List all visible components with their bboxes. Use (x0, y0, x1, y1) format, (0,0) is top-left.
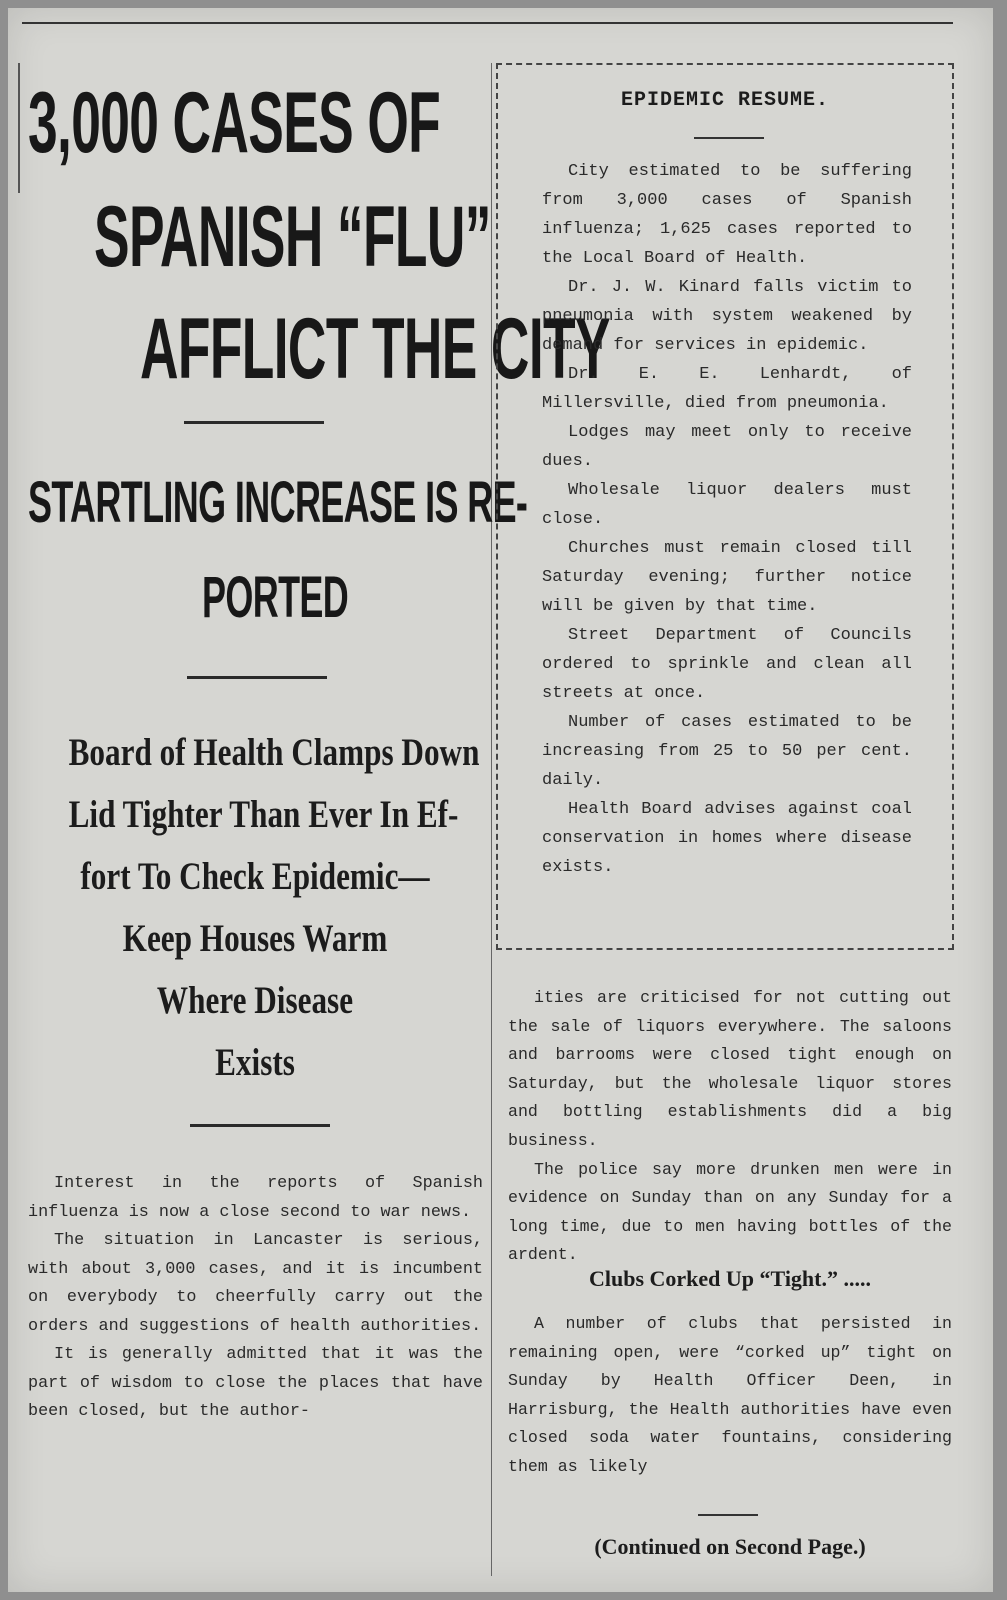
resume-item: Health Board advises against coal conservation in homes where disease exists. (542, 800, 912, 877)
headline-line-2: SPANISH “FLU” (94, 189, 491, 285)
subheadline-line-2: PORTED (202, 565, 349, 630)
resume-items (542, 157, 912, 882)
resume-item: Number of cases estimated to be increasing from 25 to 50 per cent. daily. (542, 713, 912, 790)
resume-item: Dr. J. W. Kinard falls victim to pneumonia with system weakened by demand for services in epidemic. (542, 278, 912, 355)
column-divider (491, 63, 492, 1576)
section-subhead: Clubs Corked Up “Tight.” ..... (589, 1266, 871, 1291)
deck-line-5: Where Disease (156, 979, 354, 1022)
resume-item: Street Department of Councils ordered to sprinkle and clean all streets at once. (542, 626, 912, 703)
resume-item: Wholesale liquor dealers must close. (542, 481, 912, 529)
newspaper-page (8, 8, 993, 1592)
paragraph: The police say more drunken men were in evidence on Sunday than on any Sunday for a long time, due to men having bottles of the ardent. (508, 1159, 952, 1265)
deck-headline (68, 722, 480, 1094)
headline-line-3: AFFLICT THE CITY (140, 301, 610, 397)
epidemic-resume-box (496, 63, 954, 950)
resume-item: Lodges may meet only to receive dues. (542, 423, 912, 471)
paragraph: The situation in Lancaster is serious, with about 3,000 cases, and it is incumbent on everybody to cheerfully carry out the orders and suggestions of health authorities. (28, 1231, 483, 1336)
resume-item: City estimated to be suffering from 3,000 cases of Spanish influenza; 1,625 cases reported to the Local Board of Health. (542, 162, 912, 268)
paragraph: ities are criticised for not cutting out the sale of liquors everywhere. The saloons and barrooms were closed tight enough on Saturday, but the wholesale liquor stores and bottling establishments did a big business. (508, 988, 952, 1150)
article-body-right-2 (508, 1310, 952, 1482)
paragraph: It is generally admitted that it was the part of wisdom to close the places that have been closed, but the author- (28, 1345, 483, 1421)
deck-line-4: Keep Houses Warm (122, 917, 388, 960)
paragraph: A number of clubs that persisted in remaining open, were “corked up” tight on Sunday by Health Officer Deen, in Harrisburg, the Health authorities have even closed soda water fountains, considering them as likely (508, 1314, 952, 1476)
continued-note: (Continued on Second Page.) (594, 1534, 866, 1559)
deck-line-1: Board of Health Clamps Down (68, 731, 480, 774)
headline-divider-3 (190, 1124, 330, 1127)
paragraph: Interest in the reports of Spanish influenza is now a close second to war news. (28, 1174, 483, 1222)
deck-line-3: fort To Check Epidemic— (80, 855, 430, 898)
top-rule (22, 22, 953, 24)
headline-divider-1 (184, 421, 324, 424)
headline-divider-2 (187, 676, 327, 679)
subheadline-line-1: STARTLING INCREASE IS RE- (28, 470, 528, 535)
article-body-right (508, 984, 952, 1270)
resume-item: Churches must remain closed till Saturday evening; further notice will be given by that time. (542, 539, 912, 616)
left-margin-rule (18, 63, 20, 193)
resume-item: Dr. E. E. Lenhardt, of Millersville, died from pneumonia. (542, 365, 912, 413)
resume-divider (694, 137, 764, 139)
end-divider (698, 1514, 758, 1516)
article-body-left (28, 1170, 483, 1427)
headline-line-1: 3,000 CASES OF (28, 75, 441, 171)
resume-title: EPIDEMIC RESUME. (620, 89, 830, 112)
deck-line-6: Exists (215, 1041, 295, 1084)
deck-line-2: Lid Tighter Than Ever In Ef- (68, 793, 459, 836)
